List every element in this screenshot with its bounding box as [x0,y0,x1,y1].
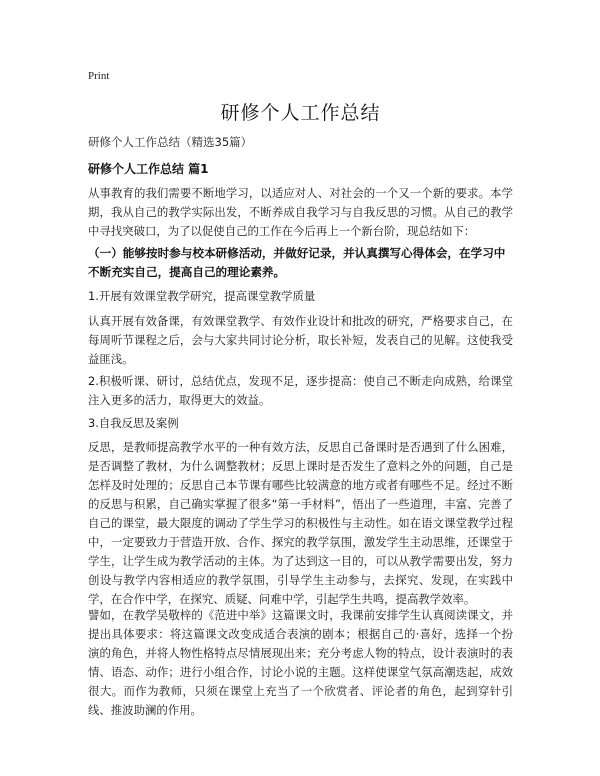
list-item-1: 1.开展有效课堂教学研究，提高课堂教学质量 [88,289,316,303]
section-heading: 研修个人工作总结 篇1 [88,162,209,176]
document-title: 研修个人工作总结 [220,102,381,124]
example-paragraph: 譬如，在教学吴敬梓的《范进中举》这篇课文时，我课前安排学生认真阅读课文，并提出具体要求：将这篇课文改变成适合表演的剧本；根据自己的·喜好，选择一个扮演的角色，并将人物性格特点尽情展现出来；充分考虑人物的特点，设计表演时的表情、语态、动作；进行小组合作，讨论小说的主题。这样使课堂气氛高潮迭起，成效很大。而作为教师，只须在课堂上充当了一个欣赏者、评论者的角色，起到穿针引线、推波助澜的作用。 [88,608,513,717]
print-link[interactable]: Print [88,70,110,82]
lesson-prep-paragraph: 认真开展有效备课，有效课堂教学、有效作业设计和批改的研究，严格要求自己，在每周听节课程之后，会与大家共同讨论分析，取长补短，发表自己的见解。这使我受益匪浅。 [88,314,513,366]
bold-point-paragraph: （一）能够按时参与校本研修活动，并做好记录，并认真撰写心得体会，在学习中不断充实自己，提高自己的理论素养。 [88,246,506,279]
list-item-3: 3.自我反思及案例 [88,416,179,430]
document-subtitle: 研修个人工作总结（精选35篇） [88,135,253,149]
reflection-paragraph: 反思，是教师提高教学水平的一种有效方法，反思自己备课时是否遇到了什么困难，是否调整了教材，为什么调整教材；反思上课时是否发生了意料之外的问题，自己是怎样及时处理的；反思自己本节课有哪些比较满意的地方或者有哪些不足。经过不断的反思与积累，自己确实掌握了很多“第一手材料”，悟出了一些道理，丰富、完善了自己的课堂，最大限度的调动了学生学习的积极性与主动性。如在语文课堂教学过程中，一定要致力于营造开放、合作、探究的教学氛围，激发学生主动思维，还课堂于学生，让学生成为教学活动的主体。为了达到这一目的，可以从教学需要出发，努力创设与教学内容相适应的教学氛围，引导学生主动参与，去探究、发现，在实践中学，在合作中学，在探究、质疑、问难中学，引起学生共鸣，提高教学效率。 [88,440,513,606]
list-item-2: 2.积极听课、研讨，总结优点，发现不足，逐步提高：使自己不断走向成熟，给课堂注入更多的活力，取得更大的效益。 [88,374,513,407]
intro-paragraph: 从事教育的我们需要不断地学习，以适应对人、对社会的一个又一个新的要求。本学期，我从自己的教学实际出发，不断养成自我学习与自我反思的习惯。从自己的教学中寻找突破口，为了以促使自己的工作在今后再上一个新台阶，现总结如下： [88,186,513,238]
